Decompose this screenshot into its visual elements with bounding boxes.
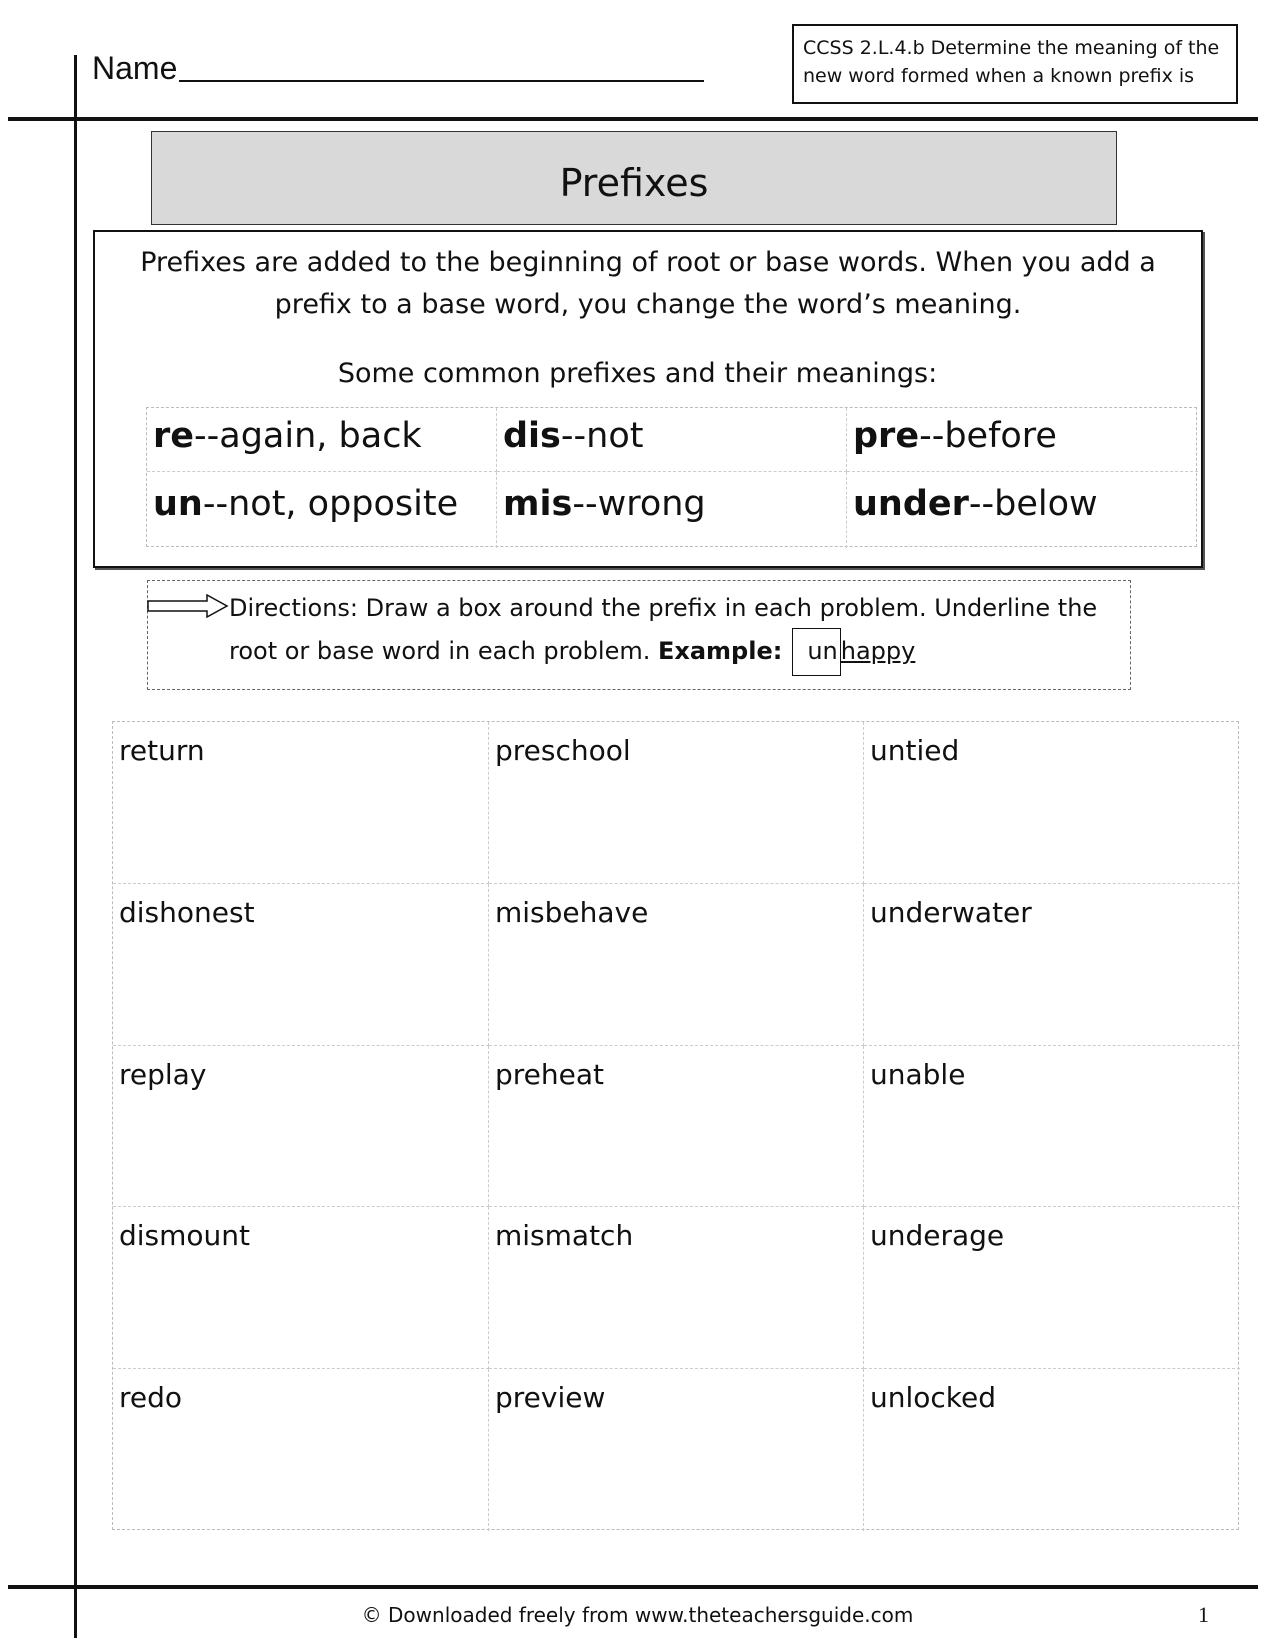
word-cell[interactable]: preview (489, 1369, 864, 1531)
footer-rule (8, 1585, 1258, 1589)
prefix-meaning: --wrong (572, 484, 706, 524)
page-title: Prefixes (151, 131, 1117, 225)
prefix: re (153, 416, 194, 456)
prefix: under (853, 484, 969, 524)
intro-text (95, 242, 1201, 326)
page-number: 1 (1198, 1602, 1209, 1627)
word-cell[interactable]: misbehave (489, 884, 864, 1046)
prefix-meaning: --not (560, 416, 644, 456)
example-prefix-box: un (792, 628, 840, 676)
left-margin-line (74, 55, 77, 1638)
word-cell[interactable]: return (113, 722, 489, 884)
prefix-item (147, 472, 497, 548)
word-cell[interactable]: preheat (489, 1046, 864, 1208)
prefix-table (146, 407, 1197, 547)
name-blank-line[interactable] (179, 80, 704, 82)
prefix: mis (503, 484, 573, 524)
word-cell[interactable]: dishonest (113, 884, 489, 1046)
intro-line-1: Prefixes are added to the beginning of root or base words. When you add a (140, 247, 1156, 278)
intro-line-2: prefix to a base word, you change the word’s meaning. (274, 289, 1022, 320)
word-cell[interactable]: dismount (113, 1207, 489, 1369)
word-cell[interactable]: preschool (489, 722, 864, 884)
arrow-right-icon (147, 594, 229, 618)
prefix-meaning: --not, opposite (202, 484, 459, 524)
prefix-item (497, 472, 847, 548)
prefix: un (153, 484, 203, 524)
example-label: Example: (657, 637, 783, 665)
name-label: Name (92, 50, 178, 86)
prefix-meaning: --before (919, 416, 1057, 456)
directions-text (229, 590, 1109, 676)
prefix-meaning: --again, back (194, 416, 422, 456)
word-cell[interactable]: underage (864, 1207, 1240, 1369)
word-cell[interactable]: unlocked (870, 1381, 997, 1415)
word-cell[interactable]: mismatch (489, 1207, 864, 1369)
example-root-underlined: happy (840, 637, 916, 665)
header-rule (8, 117, 1258, 121)
prefix: pre (853, 416, 920, 456)
example-word (792, 626, 915, 676)
word-cell[interactable]: untied (864, 722, 1240, 884)
standard-box: CCSS 2.L.4.b Determine the meaning of the new word formed when a known prefix is (792, 24, 1238, 104)
prefix-meaning: --below (968, 484, 1098, 524)
name-row (92, 52, 704, 84)
directions-line-2 (229, 626, 1109, 676)
word-cell[interactable]: unable (864, 1046, 1240, 1208)
prefix-item (847, 472, 1198, 548)
word-cell[interactable]: redo (113, 1369, 489, 1531)
prefix-item (847, 408, 1198, 472)
word-cell[interactable]: replay (113, 1046, 489, 1208)
prefix-item (497, 408, 847, 472)
common-prefixes-heading: Some common prefixes and their meanings: (337, 358, 938, 389)
word-table (112, 721, 1239, 1530)
prefix-item (147, 408, 497, 472)
directions-line-2-text: root or base word in each problem. (229, 637, 658, 665)
word-cell[interactable]: underwater (864, 884, 1240, 1046)
footer-credit: © Downloaded freely from www.theteachersguide.com (361, 1603, 914, 1627)
directions-line-1: Directions: Draw a box around the prefix in each problem. Underline the (229, 594, 1098, 622)
prefix: dis (503, 416, 561, 456)
